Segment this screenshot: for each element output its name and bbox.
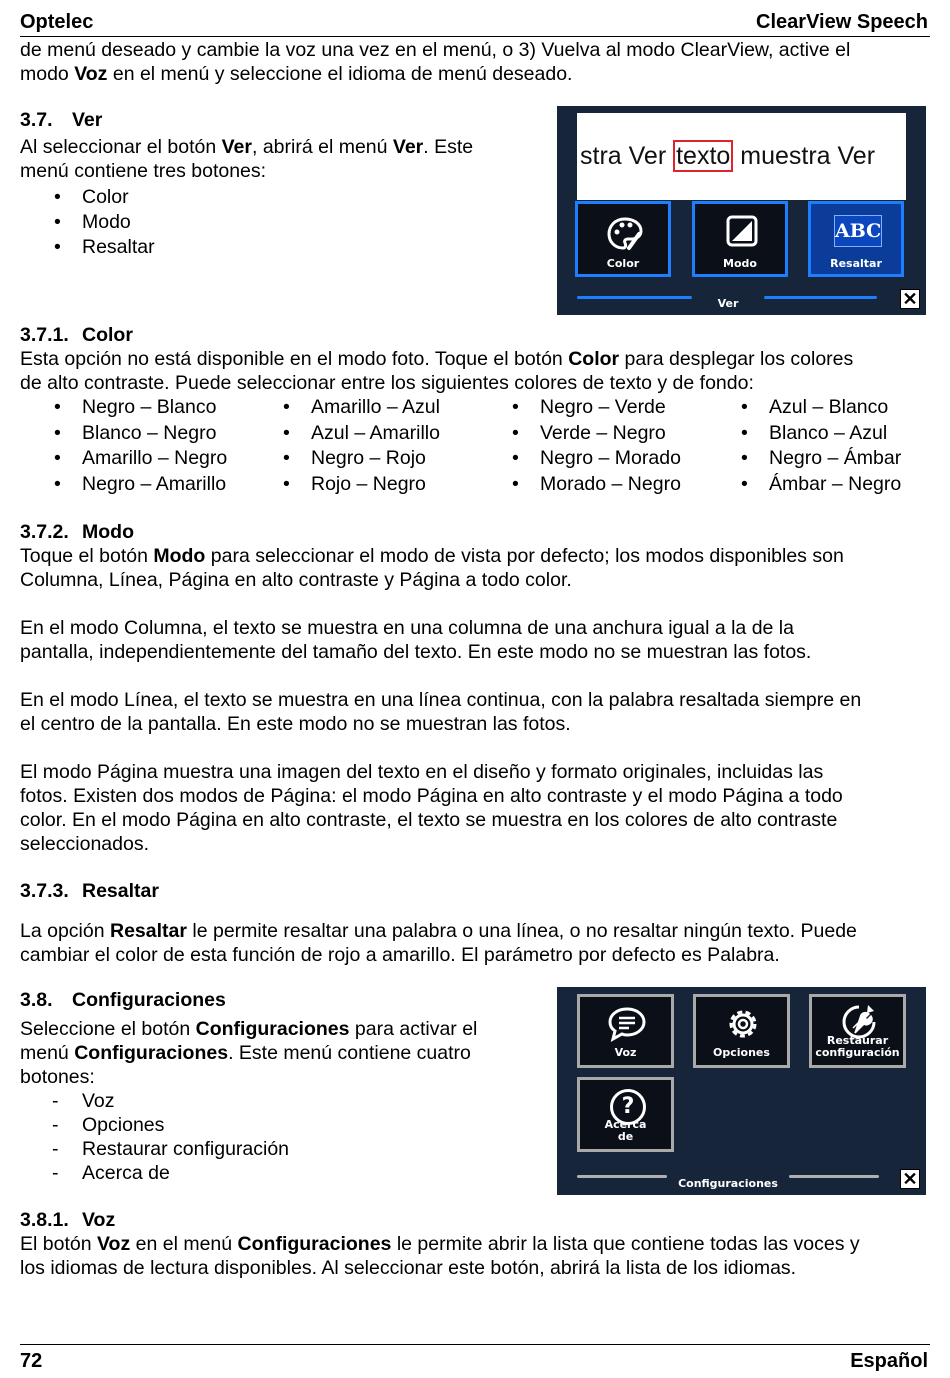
- color-column: [707, 395, 920, 497]
- section-3-7-heading: 3.7. Ver: [20, 109, 103, 131]
- list-item: • Blanco – Negro: [20, 421, 249, 447]
- section-3-7-3-text: La opción Resaltar le permite resaltar una palabra o una línea, o no resaltar ningún texto. Puede cambiar el color de esta función de rojo a amarillo. El parámetro por defecto es Palabra.: [20, 920, 857, 966]
- list-item: • Azul – Amarillo: [249, 421, 478, 447]
- page-number: 72: [20, 1350, 43, 1372]
- config-button-list: [20, 1089, 289, 1185]
- intro-paragraph: de menú deseado y cambie la voz una vez en el menú, o 3) Vuelva al modo ClearView, active el modo Voz en el menú y seleccione el idioma de menú deseado.: [20, 39, 851, 85]
- footer-rule: [20, 1344, 930, 1345]
- speech-bubble-icon: [607, 1006, 647, 1042]
- color-combinations-grid: [20, 395, 920, 497]
- list-item: • Blanco – Azul: [707, 421, 920, 447]
- list-item: • Negro – Verde: [478, 395, 707, 421]
- header-rule: [20, 36, 930, 37]
- section-3-8-1-heading: 3.8.1. Voz: [20, 1209, 116, 1231]
- list-item: • Negro – Morado: [478, 446, 707, 472]
- color-column: [478, 395, 707, 497]
- list-item: • Rojo – Negro: [249, 472, 478, 498]
- list-item: - Acerca de: [20, 1161, 289, 1185]
- header-brand: Optelec: [20, 11, 94, 33]
- close-icon[interactable]: ✕: [900, 1169, 920, 1189]
- section-3-7-2-heading: 3.7.2. Modo: [20, 521, 134, 543]
- restore-settings-button[interactable]: Restaurar configuración: [809, 994, 906, 1068]
- bar-line-left: [577, 1175, 667, 1178]
- close-icon[interactable]: ✕: [900, 289, 920, 309]
- menu-bar-title: Ver: [717, 297, 739, 310]
- list-item: • Ámbar – Negro: [707, 472, 920, 498]
- abc-icon: ABC: [834, 215, 882, 247]
- list-item: • Modo: [20, 210, 155, 235]
- color-column: [20, 395, 249, 497]
- palette-icon: [605, 214, 645, 254]
- ver-menu-screenshot: [557, 106, 926, 315]
- highlight-box: texto: [673, 140, 733, 172]
- menu-bar-title: Configuraciones: [678, 1177, 778, 1190]
- footer-language: Español: [850, 1350, 928, 1372]
- section-3-7-1-text: Esta opción no está disponible en el modo foto. Toque el botón Color para desplegar los colores de alto contraste. Puede seleccionar entre los siguientes colores de texto y de fondo:: [20, 348, 854, 394]
- help-icon: ?: [610, 1089, 646, 1125]
- list-item: • Negro – Amarillo: [20, 472, 249, 498]
- list-item: • Color: [20, 185, 155, 210]
- contrast-icon: [725, 214, 759, 248]
- voice-button[interactable]: Voz: [577, 994, 674, 1068]
- mode-button[interactable]: Modo: [692, 201, 788, 277]
- ver-button-list: [20, 185, 155, 260]
- list-item: • Negro – Rojo: [249, 446, 478, 472]
- config-menu-screenshot: [557, 987, 926, 1195]
- about-button[interactable]: ? Acerca de: [577, 1077, 674, 1152]
- bar-line-right: [764, 296, 877, 299]
- list-item: • Negro – Blanco: [20, 395, 249, 421]
- list-item: - Voz: [20, 1089, 289, 1113]
- color-button[interactable]: Color: [575, 201, 671, 277]
- gear-icon: [724, 1005, 762, 1043]
- section-3-7-2-p1: Toque el botón Modo para seleccionar el modo de vista por defecto; los modos disponibles son Columna, Línea, Página en alto contraste y Página a todo color.: [20, 545, 844, 591]
- list-item: • Azul – Blanco: [707, 395, 920, 421]
- section-3-7-2-p2: En el modo Columna, el texto se muestra en una columna de una anchura igual a la de la pantalla, independientemente del tamaño del texto. En este modo no se muestran las fotos.: [20, 617, 812, 663]
- list-item: • Negro – Ámbar: [707, 446, 920, 472]
- section-3-7-text: Al seleccionar el botón Ver, abrirá el menú Ver. Este menú contiene tres botones:: [20, 136, 474, 182]
- section-3-7-3-heading: 3.7.3. Resaltar: [20, 880, 159, 902]
- color-column: [249, 395, 478, 497]
- highlight-button[interactable]: ABC Resaltar: [808, 201, 904, 277]
- bar-line-right: [789, 1175, 879, 1178]
- section-3-7-1-heading: 3.7.1. Color: [20, 324, 133, 346]
- bar-line-left: [577, 296, 692, 299]
- list-item: - Opciones: [20, 1113, 289, 1137]
- list-item: • Amarillo – Negro: [20, 446, 249, 472]
- options-button[interactable]: Opciones: [693, 994, 790, 1068]
- list-item: • Amarillo – Azul: [249, 395, 478, 421]
- list-item: • Resaltar: [20, 235, 155, 260]
- text-preview: stra Ver texto muestra Ver: [577, 113, 906, 200]
- list-item: • Morado – Negro: [478, 472, 707, 498]
- list-item: - Restaurar configuración: [20, 1137, 289, 1161]
- section-3-7-2-p4: El modo Página muestra una imagen del texto en el diseño y formato originales, incluidas las fotos. Existen dos modos de Página: el modo Página en alto contraste y el modo Página a todo color. En el modo Página en alto contraste, el texto se muestra en los colores de alto contraste seleccionados.: [20, 761, 843, 855]
- section-3-8-heading: 3.8. Configuraciones: [20, 989, 226, 1011]
- header-product: ClearView Speech: [756, 11, 928, 33]
- section-3-8-1-text: El botón Voz en el menú Configuraciones le permite abrir la lista que contiene todas las voces y los idiomas de lectura disponibles. Al seleccionar este botón, abrirá la lista de los idiomas.: [20, 1233, 860, 1279]
- section-3-7-2-p3: En el modo Línea, el texto se muestra en una línea continua, con la palabra resaltada siempre en el centro de la pantalla. En este modo no se muestran las fotos.: [20, 689, 862, 735]
- list-item: • Verde – Negro: [478, 421, 707, 447]
- section-3-8-text: Seleccione el botón Configuraciones para activar el menú Configuraciones. Este menú contiene cuatro botones:: [20, 1018, 478, 1088]
